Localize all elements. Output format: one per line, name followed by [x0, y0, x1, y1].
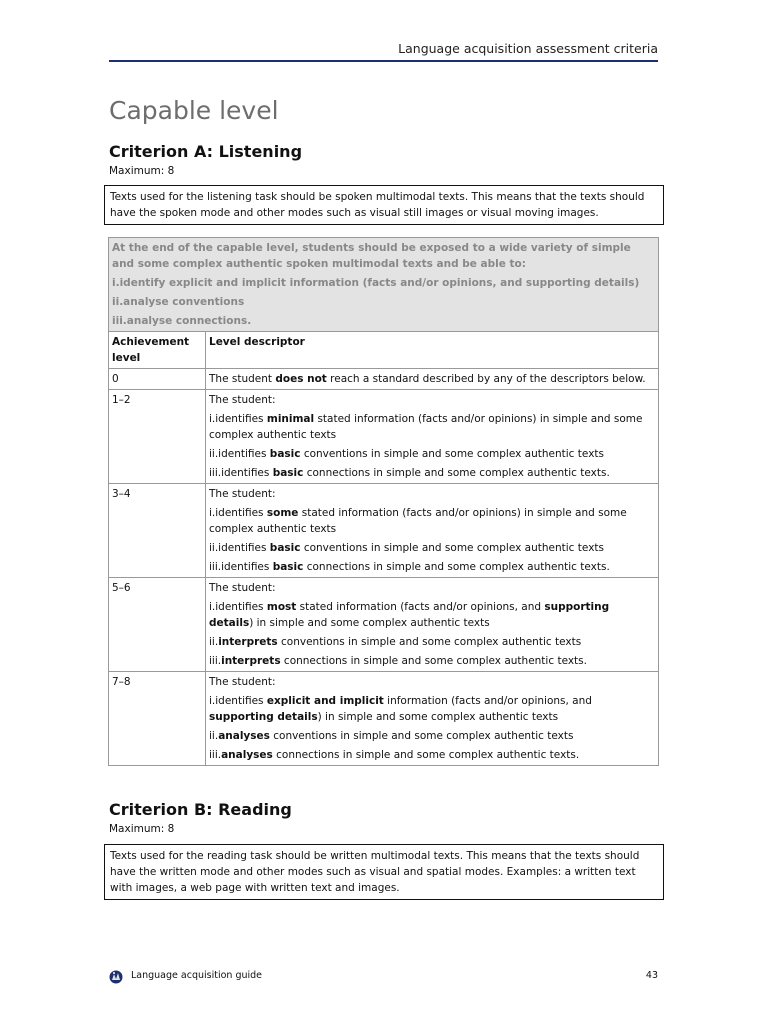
- criterion-b-heading: Criterion B: Reading: [109, 800, 292, 819]
- criterion-b-maximum: Maximum: 8: [109, 823, 175, 835]
- table-row: [109, 484, 659, 578]
- objective-item: iii.analyse connections.: [112, 315, 252, 327]
- criterion-a-heading: Criterion A: Listening: [109, 142, 303, 161]
- footer-guide-title: Language acquisition guide: [131, 970, 263, 981]
- table-row: [109, 369, 659, 390]
- objectives-intro: At the end of the capable level, students should be exposed to a wide variety of simple and some complex authentic spoken multimodal texts and be able to:: [112, 242, 631, 270]
- page-number: 43: [645, 970, 658, 981]
- criterion-a-maximum: Maximum: 8: [109, 165, 175, 177]
- achievement-level: 5–6: [109, 578, 206, 672]
- objective-item: ii.analyse conventions: [112, 296, 245, 308]
- column-header-level: Achievement level: [109, 332, 206, 369]
- column-header-descriptor: Level descriptor: [206, 332, 659, 369]
- criterion-b-note: Texts used for the reading task should be written multimodal texts. This means that the texts should have the written mode and other modes such as visual and spatial modes. Examples: a written text with images, a web page with written text and images.: [104, 844, 664, 900]
- achievement-level: 7–8: [109, 672, 206, 766]
- level-descriptor: The student: i.identifies minimal stated information (facts and/or opinions) in simple and some complex authentic texts ii.identifies basic conventions in simple and some complex authentic texts iii.identifies basic connections in simple and some complex authentic texts.: [206, 390, 659, 484]
- criterion-a-note: Texts used for the listening task should be spoken multimodal texts. This means that the texts should have the spoken mode and other modes such as visual still images or visual moving images.: [104, 185, 664, 225]
- table-row: [109, 390, 659, 484]
- header-divider: [109, 60, 658, 62]
- level-descriptor: The student: i.identifies most stated information (facts and/or opinions, and supporting details) in simple and some complex authentic texts ii.interprets conventions in simple and some complex authentic texts iii.interprets connections in simple and some complex authentic texts.: [206, 578, 659, 672]
- achievement-level: 1–2: [109, 390, 206, 484]
- objectives-cell: [109, 238, 659, 332]
- running-header: Language acquisition assessment criteria: [398, 41, 658, 56]
- table-row: [109, 578, 659, 672]
- level-descriptor: The student: i.identifies explicit and implicit information (facts and/or opinions, and supporting details) in simple and some complex authentic texts ii.analyses conventions in simple and some complex authentic texts iii.analyses connections in simple and some complex authentic texts.: [206, 672, 659, 766]
- level-descriptor: The student does not reach a standard described by any of the descriptors below.: [206, 369, 659, 390]
- table-header-row: [109, 332, 659, 369]
- level-descriptor: The student: i.identifies some stated information (facts and/or opinions) in simple and some complex authentic texts ii.identifies basic conventions in simple and some complex authentic texts iii.identifies basic connections in simple and some complex authentic texts.: [206, 484, 659, 578]
- achievement-level: 3–4: [109, 484, 206, 578]
- section-title: Capable level: [109, 96, 279, 125]
- achievement-level: 0: [109, 369, 206, 390]
- criterion-a-rubric-table: [108, 237, 659, 766]
- objectives-row: [109, 238, 659, 332]
- objective-item: i.identify explicit and implicit information (facts and/or opinions, and supporting details): [112, 277, 640, 289]
- ib-logo-icon: [109, 969, 123, 983]
- table-row: [109, 672, 659, 766]
